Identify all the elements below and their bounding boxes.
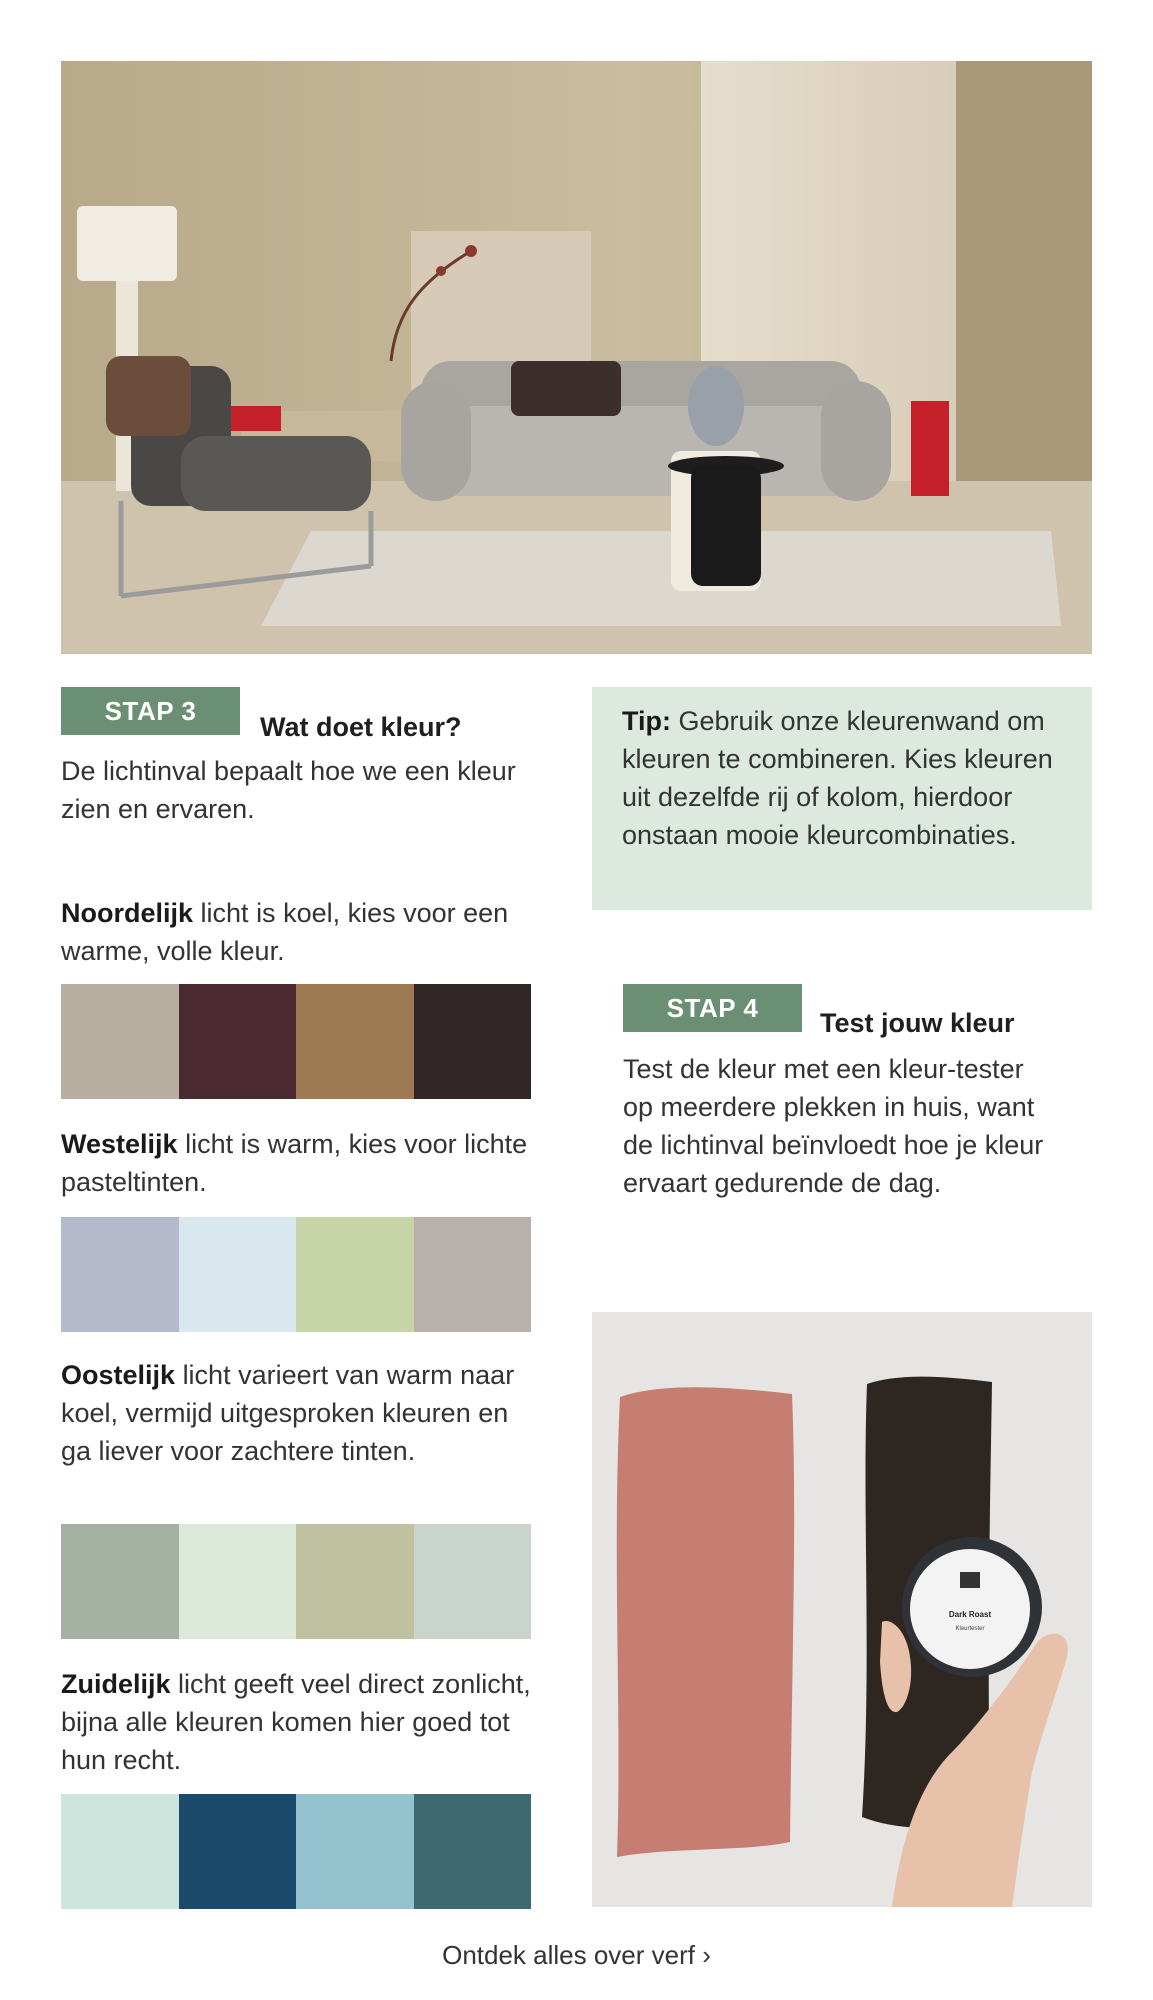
discover-paint-link[interactable] — [0, 1940, 1153, 1971]
direction-west-name: Westelijk — [61, 1129, 178, 1159]
color-swatch — [61, 1524, 179, 1639]
step-3-badge: STAP 3 — [61, 687, 240, 735]
color-swatch — [414, 1217, 532, 1332]
step-4-badge: STAP 4 — [623, 984, 802, 1032]
direction-west-text — [61, 1125, 531, 1201]
direction-north-name: Noordelijk — [61, 898, 194, 928]
living-room-illustration — [61, 61, 1092, 654]
color-swatch — [296, 1524, 414, 1639]
color-swatch — [179, 1217, 297, 1332]
color-swatch — [61, 1217, 179, 1332]
color-swatch — [414, 984, 532, 1099]
direction-east-description: licht varieert van warm naar koel, vermijd uitgesproken kleuren en ga liever voor zachtere tinten. — [61, 1360, 515, 1466]
swatch-row-east — [61, 1524, 531, 1639]
color-swatch — [179, 984, 297, 1099]
swatch-row-west — [61, 1217, 531, 1332]
step-4-text: Test de kleur met een kleur-tester op meerdere plekken in huis, want de lichtinval beïnvloedt hoe je kleur ervaart gedurende de dag. — [623, 1054, 1044, 1198]
color-swatch — [296, 1217, 414, 1332]
direction-east-text — [61, 1356, 531, 1470]
paint-can-sub: Kleurtester — [955, 1626, 985, 1632]
hero-living-room-photo — [61, 61, 1092, 654]
color-swatch — [179, 1524, 297, 1639]
direction-east-name: Oostelijk — [61, 1360, 176, 1390]
color-swatch — [296, 984, 414, 1099]
paint-tester-photo — [592, 1312, 1092, 1907]
color-swatch — [414, 1794, 532, 1909]
color-swatch — [179, 1794, 297, 1909]
direction-north-description: licht is koel, kies voor een warme, volle kleur. — [61, 898, 509, 966]
paint-can-name: Dark Roast — [948, 1610, 992, 1619]
color-swatch — [61, 984, 179, 1099]
color-swatch — [61, 1794, 179, 1909]
direction-north-text — [61, 894, 531, 970]
step-3-intro: De lichtinval bepaalt hoe we een kleur zien en ervaren. — [61, 756, 516, 824]
color-swatch — [414, 1524, 532, 1639]
chevron-right-icon: › — [702, 1940, 711, 1970]
direction-south-text — [61, 1665, 531, 1779]
paint-tester-illustration — [592, 1312, 1092, 1907]
step-3-title: Wat doet kleur? — [260, 712, 462, 742]
direction-south-description: licht geeft veel direct zonlicht, bijna alle kleuren komen hier goed tot hun recht. — [61, 1669, 531, 1775]
tip-label: Tip: — [622, 706, 671, 736]
step-4-title: Test jouw kleur — [820, 1008, 1015, 1038]
color-swatch — [296, 1794, 414, 1909]
swatch-row-north — [61, 984, 531, 1099]
tip-box — [592, 687, 1092, 910]
direction-west-description: licht is warm, kies voor lichte pasteltinten. — [61, 1129, 528, 1197]
tip-text: Gebruik onze kleurenwand om kleuren te combineren. Kies kleuren uit dezelfde rij of kolom, hierdoor onstaan mooie kleurcombinaties. — [622, 706, 1053, 850]
swatch-row-south — [61, 1794, 531, 1909]
direction-south-name: Zuidelijk — [61, 1669, 171, 1699]
discover-paint-link-label: Ontdek alles over verf — [442, 1940, 695, 1970]
